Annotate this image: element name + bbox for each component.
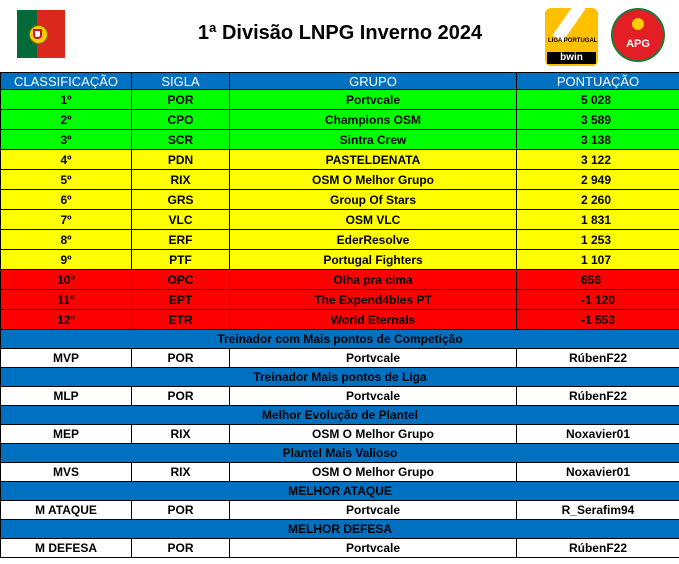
award-sigla-cell: POR [132,501,230,520]
grupo-cell: Champions OSM [230,110,517,130]
standings-table [0,72,679,558]
points-cell: 5 028 [517,90,679,110]
award-sigla-cell: RIX [132,425,230,444]
table-row [1,170,679,190]
award-grupo-cell: Portvcale [230,539,517,558]
points-cell: -1 120 [517,290,679,310]
position-cell: 3º [1,130,132,150]
award-heading: MELHOR ATAQUE [1,482,679,501]
award-sigla-cell: RIX [132,463,230,482]
grupo-cell: World Eternals [230,310,517,330]
sigla-cell: SCR [132,130,230,150]
award-code-cell: MVS [1,463,132,482]
page-title: 1ª Divisão LNPG Inverno 2024 [197,22,483,44]
grupo-cell: Sintra Crew [230,130,517,150]
grupo-cell: Group Of Stars [230,190,517,210]
award-winner-cell: Noxavier01 [517,425,679,444]
column-header-grupo: GRUPO [230,73,517,90]
award-heading-row [1,520,679,539]
column-header-classificacao: CLASSIFICAÇÃO [1,73,132,90]
apg-logo [611,8,665,62]
table-header-row [1,73,679,90]
award-winner-cell: RúbenF22 [517,539,679,558]
award-heading: Treinador Mais pontos de Liga [1,368,679,387]
bwin-logo-text: bwin [547,52,596,64]
award-row [1,387,679,406]
award-row [1,501,679,520]
column-header-pontuacao: PONTUAÇÃO [517,73,679,90]
points-cell: 1 831 [517,210,679,230]
award-heading-row [1,444,679,463]
position-cell: 1º [1,90,132,110]
grupo-cell: OSM O Melhor Grupo [230,170,517,190]
sigla-cell: EPT [132,290,230,310]
award-code-cell: MLP [1,387,132,406]
award-grupo-cell: Portvcale [230,501,517,520]
award-code-cell: MEP [1,425,132,444]
table-row [1,210,679,230]
award-winner-cell: RúbenF22 [517,349,679,368]
award-winner-cell: Noxavier01 [517,463,679,482]
sigla-cell: CPO [132,110,230,130]
award-grupo-cell: OSM O Melhor Grupo [230,425,517,444]
sigla-cell: OPC [132,270,230,290]
sigla-cell: ETR [132,310,230,330]
table-row [1,150,679,170]
table-row [1,310,679,330]
header [0,0,679,72]
award-heading-row [1,368,679,387]
award-code-cell: M DEFESA [1,539,132,558]
grupo-cell: PASTELDENATA [230,150,517,170]
award-row [1,463,679,482]
award-sigla-cell: POR [132,387,230,406]
points-cell: 1 107 [517,250,679,270]
position-cell: 12º [1,310,132,330]
award-grupo-cell: Portvcale [230,349,517,368]
position-cell: 6º [1,190,132,210]
sigla-cell: PTF [132,250,230,270]
position-cell: 11º [1,290,132,310]
award-heading-row [1,406,679,425]
grupo-cell: Portugal Fighters [230,250,517,270]
table-row [1,130,679,150]
sigla-cell: RIX [132,170,230,190]
points-cell: 2 949 [517,170,679,190]
position-cell: 9º [1,250,132,270]
grupo-cell: EderResolve [230,230,517,250]
position-cell: 10º [1,270,132,290]
table-row [1,90,679,110]
points-cell: 2 260 [517,190,679,210]
liga-logo-text: LIGA PORTUGAL [548,38,598,44]
award-row [1,349,679,368]
points-cell: 3 122 [517,150,679,170]
sigla-cell: ERF [132,230,230,250]
position-cell: 4º [1,150,132,170]
points-cell: 3 589 [517,110,679,130]
award-code-cell: MVP [1,349,132,368]
award-sigla-cell: POR [132,349,230,368]
award-heading-row [1,330,679,349]
award-heading: MELHOR DEFESA [1,520,679,539]
award-winner-cell: RúbenF22 [517,387,679,406]
award-grupo-cell: Portvcale [230,387,517,406]
award-heading-row [1,482,679,501]
sigla-cell: VLC [132,210,230,230]
column-header-sigla: SIGLA [132,73,230,90]
table-row [1,290,679,310]
grupo-cell: The Expend4bles PT [230,290,517,310]
sigla-cell: PDN [132,150,230,170]
grupo-cell: OSM VLC [230,210,517,230]
award-heading: Treinador com Mais pontos de Competição [1,330,679,349]
liga-portugal-bwin-logo [545,8,598,66]
table-row [1,270,679,290]
position-cell: 7º [1,210,132,230]
apg-logo-text: APG [626,38,650,50]
position-cell: 2º [1,110,132,130]
table-row [1,190,679,210]
award-heading: Plantel Mais Valioso [1,444,679,463]
table-row [1,250,679,270]
points-cell: 656 [517,270,679,290]
table-row [1,230,679,250]
sigla-cell: GRS [132,190,230,210]
points-cell: 3 138 [517,130,679,150]
award-code-cell: M ATAQUE [1,501,132,520]
sigla-cell: POR [132,90,230,110]
points-cell: -1 553 [517,310,679,330]
portugal-flag-icon [17,10,65,58]
position-cell: 5º [1,170,132,190]
points-cell: 1 253 [517,230,679,250]
award-heading: Melhor Evolução de Plantel [1,406,679,425]
grupo-cell: Portvcale [230,90,517,110]
table-row [1,110,679,130]
position-cell: 8º [1,230,132,250]
award-row [1,425,679,444]
award-winner-cell: R_Serafim94 [517,501,679,520]
award-grupo-cell: OSM O Melhor Grupo [230,463,517,482]
award-row [1,539,679,558]
award-sigla-cell: POR [132,539,230,558]
grupo-cell: Olha pra cima [230,270,517,290]
